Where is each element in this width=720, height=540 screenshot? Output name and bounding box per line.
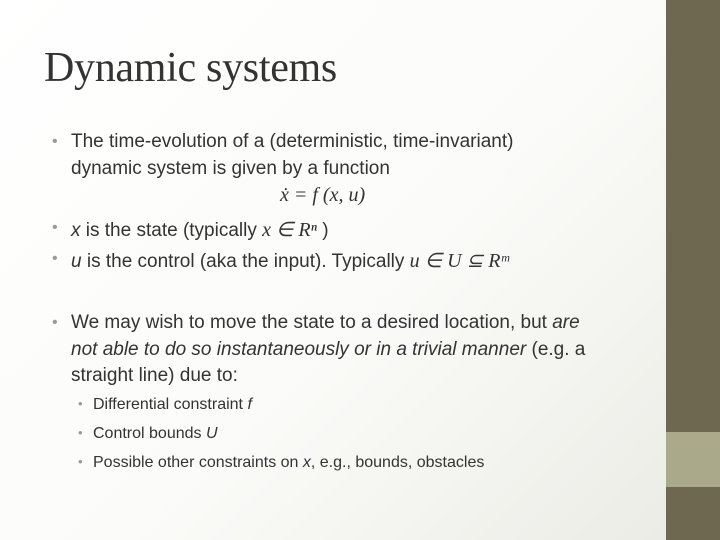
bullet-2-close: ): [316, 220, 329, 241]
sub-bullet-2: [93, 425, 218, 443]
sub-bullet-3: [93, 454, 484, 472]
side-bar-top: [666, 0, 720, 432]
bullet-1-line-2: dynamic system is given by a function: [71, 158, 390, 179]
sub-bullet-1: [93, 396, 252, 414]
sub-bullet-dot: •: [78, 425, 83, 440]
bullet-dot: •: [52, 314, 58, 331]
sub-bullet-3-a: Possible other constraints on: [93, 454, 303, 471]
bullet-4-line-3: straight line) due to:: [71, 365, 238, 386]
bullet-dot: •: [52, 133, 58, 150]
sub-bullet-dot: •: [78, 454, 83, 469]
state-space-math: x ∈ Rⁿ: [262, 219, 317, 241]
bullet-4-line-1: [71, 312, 580, 334]
bullet-dot: •: [52, 250, 58, 267]
bullet-4-line-1-b: are: [552, 312, 580, 333]
side-bar-bottom: [666, 487, 720, 540]
bullet-4-line-2-a: not able to do so instantaneously or in a trivial manner: [71, 339, 527, 360]
bullet-dot: •: [52, 219, 58, 236]
side-bar-accent: [666, 432, 720, 487]
bullet-2-text: is the state (typically: [80, 220, 263, 241]
bullet-2: [71, 217, 329, 242]
sub-bullet-dot: •: [78, 396, 83, 411]
bullet-3-text: is the control (aka the input). Typically: [81, 251, 410, 272]
bullet-4-line-2: [71, 339, 585, 361]
control-space-math: u ∈ U ⊆ Rᵐ: [409, 250, 509, 272]
sub-bullet-1-a: Differential constraint: [93, 396, 248, 413]
var-u: u: [71, 251, 82, 272]
equation-dynamics: ẋ = f (x, u): [280, 184, 366, 206]
bullet-4-line-1-a: We may wish to move the state to a desired location, but: [71, 312, 553, 333]
sub-bullet-1-b: f: [247, 396, 252, 413]
sub-bullet-3-c: , e.g., bounds, obstacles: [310, 454, 485, 471]
bullet-4-line-2-b: (e.g. a: [526, 339, 586, 360]
bullet-3: [71, 248, 509, 273]
slide-title: Dynamic systems: [44, 45, 337, 91]
sub-bullet-2-b: U: [205, 425, 218, 442]
var-x: x: [71, 220, 81, 241]
sub-bullet-3-b: x: [302, 454, 311, 471]
sub-bullet-2-a: Control bounds: [93, 425, 206, 442]
bullet-1-line-1: The time-evolution of a (deterministic, time-invariant): [71, 131, 514, 152]
